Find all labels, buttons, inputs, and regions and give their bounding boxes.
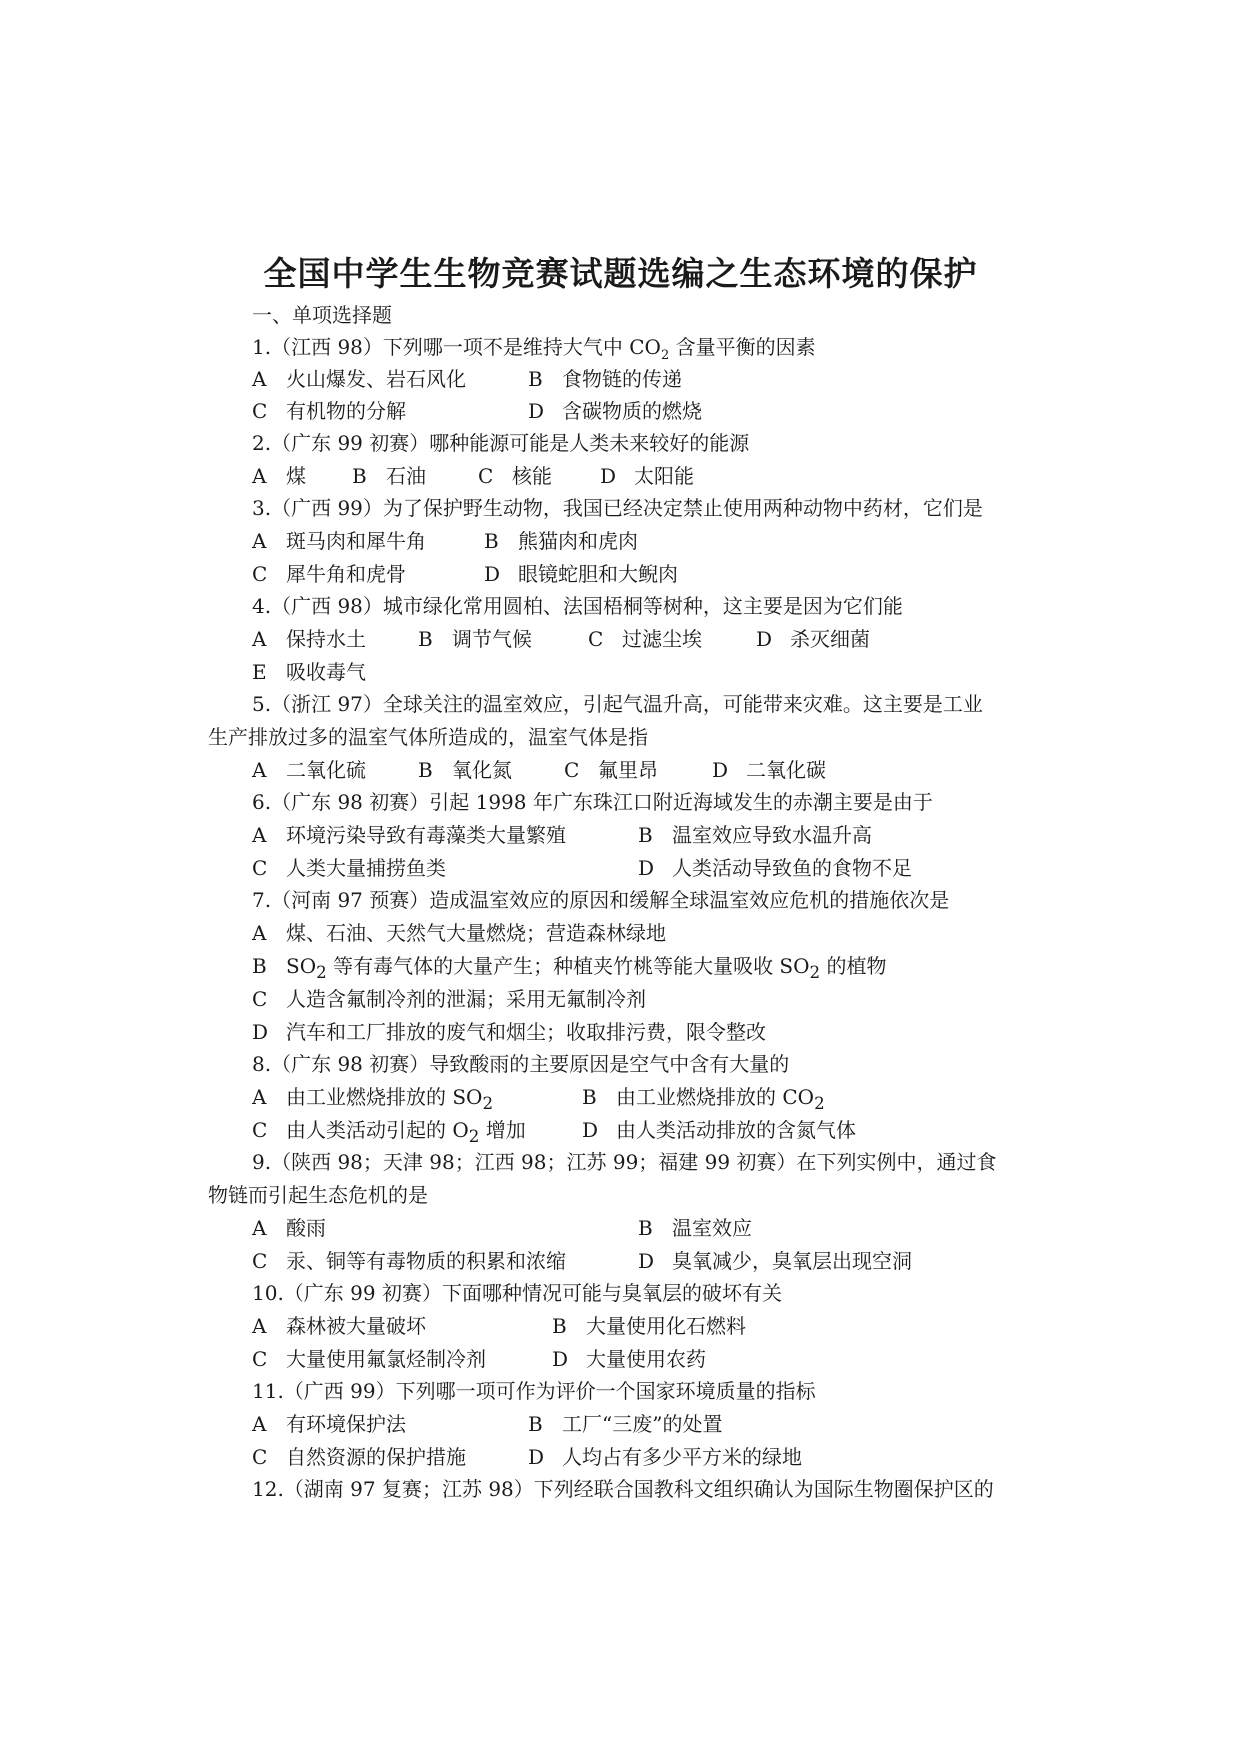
q3-option-c: C 犀牛角和虎骨 — [252, 562, 406, 586]
q2-option-b: B 石油 — [352, 464, 426, 488]
q8-option-c: C 由人类活动引起的 $O_2$ 增加 — [252, 1118, 526, 1146]
q11-option-c: C 自然资源的保护措施 — [252, 1445, 466, 1469]
q11-option-d: D 人均占有多少平方米的绿地 — [528, 1445, 802, 1469]
question-10-stem: 10.（广东 99 初赛）下面哪种情况可能与臭氧层的破坏有关 — [252, 1281, 782, 1305]
q2-option-c: C 核能 — [478, 464, 552, 488]
q2-option-d: D 太阳能 — [600, 464, 694, 488]
q5-option-b: B 氧化氮 — [418, 758, 512, 782]
q4-option-d: D 杀灭细菌 — [756, 627, 870, 651]
q1-option-b: B 食物链的传递 — [528, 367, 682, 391]
q9-option-d: D 臭氧减少，臭氧层出现空洞 — [638, 1249, 912, 1273]
q8-option-b: B 由工业燃烧排放的 $CO_2$ — [582, 1085, 825, 1113]
q10-option-c: C 大量使用氟氯烃制冷剂 — [252, 1347, 486, 1371]
q10-option-a: A 森林被大量破坏 — [252, 1314, 426, 1338]
question-7-stem: 7.（河南 97 预赛）造成温室效应的原因和缓解全球温室效应危机的措施依次是 — [252, 888, 950, 912]
question-11-stem: 11.（广西 99）下列哪一项可作为评价一个国家环境质量的指标 — [252, 1379, 816, 1403]
section-heading: 一、单项选择题 — [252, 303, 392, 327]
q1-option-a: A 火山爆发、岩石风化 — [252, 367, 466, 391]
question-2-stem: 2.（广东 99 初赛）哪种能源可能是人类未来较好的能源 — [252, 431, 750, 455]
q7-option-a: A 煤、石油、天然气大量燃烧；营造森林绿地 — [252, 921, 666, 945]
q6-option-c: C 人类大量捕捞鱼类 — [252, 856, 446, 880]
q9-option-b: B 温室效应 — [638, 1216, 752, 1240]
q4-option-e: E 吸收毒气 — [252, 660, 366, 684]
q6-option-b: B 温室效应导致水温升高 — [638, 823, 872, 847]
q9-option-c: C 汞、铜等有毒物质的积累和浓缩 — [252, 1249, 566, 1273]
q7-option-b: B $SO_2$ 等有毒气体的大量产生；种植夹竹桃等能大量吸收 $SO_2$ 的植物 — [252, 954, 887, 982]
q6-option-a: A 环境污染导致有毒藻类大量繁殖 — [252, 823, 566, 847]
question-9-stem-line-1: 9.（陕西 98；天津 98；江西 98；江苏 99；福建 99 初赛）在下列实例中，通过食 — [252, 1150, 997, 1174]
q3-option-b: B 熊猫肉和虎肉 — [484, 529, 638, 553]
q5-option-c: C 氟里昂 — [564, 758, 658, 782]
q1-option-d: D 含碳物质的燃烧 — [528, 399, 702, 423]
q7-option-d: D 汽车和工厂排放的废气和烟尘；收取排污费，限令整改 — [252, 1020, 766, 1044]
question-5-stem-line-2: 生产排放过多的温室气体所造成的，温室气体是指 — [208, 725, 648, 749]
q5-option-a: A 二氧化硫 — [252, 758, 366, 782]
q9-option-a: A 酸雨 — [252, 1216, 326, 1240]
document-title: 全国中学生生物竞赛试题选编之生态环境的保护 — [263, 254, 978, 293]
q4-option-c: C 过滤尘埃 — [588, 627, 702, 651]
question-8-stem: 8.（广东 98 初赛）导致酸雨的主要原因是空气中含有大量的 — [252, 1052, 790, 1076]
q3-option-a: A 斑马肉和犀牛角 — [252, 529, 426, 553]
q7-option-c: C 人造含氟制冷剂的泄漏；采用无氟制冷剂 — [252, 987, 646, 1011]
q4-option-a: A 保持水土 — [252, 627, 366, 651]
q8-option-d: D 由人类活动排放的含氮气体 — [582, 1118, 856, 1142]
q6-option-d: D 人类活动导致鱼的食物不足 — [638, 856, 912, 880]
question-4-stem: 4.（广西 98）城市绿化常用圆柏、法国梧桐等树种，这主要是因为它们能 — [252, 594, 903, 618]
question-5-stem-line-1: 5.（浙江 97）全球关注的温室效应，引起气温升高，可能带来灾难。这主要是工业 — [252, 692, 983, 716]
question-1-stem: 1.（江西 98）下列哪一项不是维持大气中 $CO_2$ 含量平衡的因素 — [252, 335, 816, 363]
q2-option-a: A 煤 — [252, 464, 306, 488]
q10-option-b: B 大量使用化石燃料 — [552, 1314, 746, 1338]
q3-option-d: D 眼镜蛇胆和大鲵肉 — [484, 562, 678, 586]
q4-option-b: B 调节气候 — [418, 627, 532, 651]
question-3-stem: 3.（广西 99）为了保护野生动物，我国已经决定禁止使用两种动物中药材，它们是 — [252, 496, 983, 520]
question-9-stem-line-2: 物链而引起生态危机的是 — [208, 1183, 428, 1207]
q1-option-c: C 有机物的分解 — [252, 399, 406, 423]
q11-option-b: B 工厂“三废”的处置 — [528, 1412, 723, 1436]
q5-option-d: D 二氧化碳 — [712, 758, 826, 782]
q10-option-d: D 大量使用农药 — [552, 1347, 706, 1371]
q8-option-a: A 由工业燃烧排放的 $SO_2$ — [252, 1085, 494, 1113]
question-12-stem: 12.（湖南 97 复赛；江苏 98）下列经联合国教科文组织确认为国际生物圈保护区的 — [252, 1477, 994, 1501]
q11-option-a: A 有环境保护法 — [252, 1412, 406, 1436]
question-6-stem: 6.（广东 98 初赛）引起 1998 年广东珠江口附近海域发生的赤潮主要是由于 — [252, 790, 933, 814]
